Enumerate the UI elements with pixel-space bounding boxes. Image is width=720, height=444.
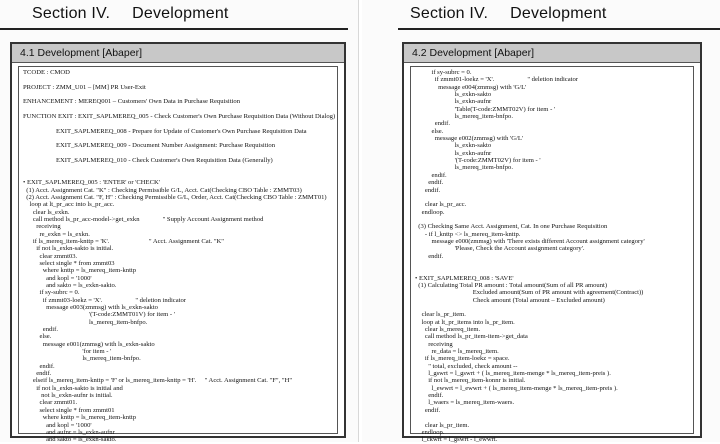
code-line: clear ls_mereq_item. [415, 326, 481, 334]
code-line: l_waers = ls_mereq_item-waers. [415, 399, 515, 407]
code-line: and kopl = '1000' [23, 421, 92, 429]
code-line: else. [23, 333, 52, 341]
code-line: loop at lt_pr_acc into ls_pr_acc. [23, 201, 115, 209]
code-line: where knttp = ls_mereq_item-knttp [23, 267, 137, 275]
code-line: and sakto = ls_exkn-sakto. [23, 436, 117, 444]
left-page [0, 0, 359, 442]
code-line: endif. [23, 362, 55, 370]
code-line: EXIT_SAPLMEREQ_008 - Prepare for Update of Customer's Own Purchase Requisition Data [23, 127, 307, 135]
code-line: endif. [23, 326, 58, 334]
code-line: l_gswrt = l_gswrt + ( ls_mereq_item-menge * ls_mereq_item-preis ). [415, 370, 611, 378]
code-line: clear ls_pr_item. [415, 311, 466, 319]
code-line: endif. [415, 179, 444, 187]
code-line: ls_mereq_item-bnfpo. [415, 113, 513, 121]
code-box [402, 42, 702, 444]
code-line [23, 172, 333, 179]
code-line [23, 120, 333, 127]
code-line: if sy-subrc = 0. [23, 289, 80, 297]
section-number: Section IV. [410, 5, 489, 22]
code-line: Check amount (Total amount – Excluded amount) [415, 296, 605, 304]
code-line: endif. [23, 370, 52, 378]
code-line: ls_mereq_item-bnfpo. [23, 355, 141, 363]
code-line: if ls_mereq_item-knttp = 'K'. " Acct. Assignment Cat. "K" [23, 237, 224, 245]
code-line [415, 216, 689, 223]
code-line: message e001(zmmsg) with ls_exkn-sakto [23, 340, 155, 348]
code-line: if ls_mereq_item-loekz = space. [415, 355, 510, 363]
code-line: 'Table(T-code:ZMMT02V) for item - ' [415, 105, 556, 113]
code-box [10, 42, 346, 444]
code-line: - if l_knttp <> ls_mereq_item-knttp. [415, 230, 521, 238]
section-number: Section IV. [32, 5, 111, 22]
code-line: not ls_exkn-aufnr is initial. [23, 392, 113, 400]
section-rule [0, 28, 348, 30]
code-line: if sy-subrc = 0. [415, 69, 472, 76]
code-line [23, 91, 333, 98]
code-line: " total, excluded, check amount -- [415, 362, 518, 370]
code-line: ls_exkn-aufnr [415, 98, 492, 106]
code-line: endif. [415, 120, 450, 128]
code-line: and aufnr = ls_exkn-aufnr [23, 428, 115, 436]
code-line: if zmmt01-loekz = 'X'. " deletion indicator [415, 76, 578, 84]
code-line: Excluded amount(Sum of PR amount with agreement(Contract)) [415, 289, 644, 297]
code-line: receiving [23, 223, 61, 231]
code-line: endloop. [415, 208, 445, 216]
section-rule [398, 28, 720, 30]
code-line: ls_exkn-sakto [415, 142, 492, 150]
code-listing [410, 66, 694, 444]
code-line: endloop. [415, 428, 445, 436]
code-line [23, 164, 333, 171]
code-line: clear zmmt01. [23, 399, 78, 407]
code-line [23, 150, 333, 157]
code-line: call method ls_pr_item-item->get_data [415, 333, 528, 341]
code-line [415, 414, 689, 421]
code-line: call method ls_pr_acc-model->get_exkn " Supply Account Assignment method [23, 215, 264, 223]
code-line: clear ls_pr_item. [415, 421, 470, 429]
code-line: 'for item - ' [23, 348, 112, 356]
code-line: select single * from zmmt01 [23, 406, 115, 414]
code-line: endif. [415, 392, 444, 400]
right-page [362, 0, 720, 442]
code-line: and kopl = '1000' [23, 274, 92, 282]
code-line: • EXIT_SAPLMEREQ_008 : 'SAVE' [415, 274, 514, 282]
code-line: l_ewwrt = l_ewwrt + ( ls_mereq_item-menge * ls_mereq_item-preis ). [415, 384, 618, 392]
code-line: loop at lt_pr_items into ls_pr_item. [415, 318, 515, 326]
code-line: (3) Checking Same Acct. Assignment, Cat. In one Purchase Requisition [415, 223, 608, 231]
box-title: 4.1 Development [Abaper] [12, 44, 344, 63]
code-line: ls_mereq_item-bnfpo. [415, 164, 513, 172]
code-line [23, 135, 333, 142]
code-line: message e002(zmmsg) with 'G/L' [415, 135, 524, 143]
code-listing [18, 66, 338, 444]
code-line: FUNCTION EXIT : EXIT_SAPLMEREQ_005 - Check Customer's Own Purchase Requisition Data (Without Dialog) [23, 113, 336, 121]
code-line: else. [415, 127, 444, 135]
code-line: clear ls_exkn. [23, 208, 70, 216]
code-line: endif. [415, 406, 441, 414]
code-line: ls_mereq_item-bnfpo. [23, 318, 148, 326]
code-line: re_data = ls_mereq_item. [415, 348, 499, 356]
code-line: ls_exkn-aufnr [415, 149, 492, 157]
code-line: and sakto = ls_exkn-sakto. [23, 281, 117, 289]
code-line [415, 260, 689, 267]
code-line: EXIT_SAPLMEREQ_009 - Document Number Assignment: Purchase Requisition [23, 142, 276, 150]
code-line: (2) Acct. Assignment Cat. "F, H" : Checking Permissible G/L, Order, Acct. Cat(Checking CBO Table : ZMMT01) [23, 193, 327, 201]
box-title: 4.2 Development [Abaper] [404, 44, 700, 63]
code-line: re_exkn = ls_exkn. [23, 230, 90, 238]
code-line: (1) Acct. Assignment Cat. "K" : Checking Permissible G/L, Acct. Cat(Checking CBO Table : ZMMT03) [23, 186, 302, 194]
code-line [415, 304, 689, 311]
code-line: '(T-code:ZMMT01V) for item - ' [23, 311, 175, 319]
code-line [415, 194, 689, 201]
code-line: l_ckwrt = l_gswrt - l_ewwrt. [415, 436, 498, 444]
section-title: Development [132, 5, 229, 22]
code-line: where knttp = ls_mereq_item-knttp [23, 414, 137, 422]
code-line: if zmmt03-loekz = 'X'. " deletion indicator [23, 296, 186, 304]
code-line: endif. [415, 186, 441, 194]
section-heading [410, 5, 607, 23]
code-line [415, 267, 689, 274]
code-line: if not ls_exkn-sakto is initial. [23, 245, 114, 253]
code-line: message e003(zmmsg) with ls_exkn-sakto [23, 304, 158, 311]
code-line: receiving [415, 340, 453, 348]
code-line: message e000(zmmsg) with 'There exists different Account assignment category' [415, 237, 645, 245]
code-line: • EXIT_SAPLMEREQ_005 : 'ENTER' or 'CHECK' [23, 179, 160, 187]
code-line: message e004(zmmsg) with 'G/L' [415, 83, 527, 91]
code-line [23, 76, 333, 83]
code-line [23, 106, 333, 113]
code-line: clear ls_pr_acc. [415, 201, 467, 209]
code-line: elseif ls_mereq_item-knttp = 'F' or ls_mereq_item-knttp = 'H'. " Acct. Assignment Cat. "F", "H" [23, 377, 293, 385]
code-line: (1) Calculating Total PR amount : Total amount(Sum of all PR amount) [415, 281, 608, 289]
section-title: Development [510, 5, 607, 22]
code-line: endif. [415, 171, 447, 179]
code-line: if not ls_exkn-sakto is initial and [23, 384, 123, 392]
code-line: PROJECT : ZMM_U01 – [MM] PR User-Exit [23, 83, 146, 91]
code-line: ls_exkn-sakto [415, 91, 492, 99]
code-line: 'Please, Check the Account assignment category'. [415, 245, 585, 253]
code-line: TCODE : CMOD [23, 69, 70, 76]
code-line: if not ls_mereq_item-konnr is initial. [415, 377, 526, 385]
code-line: select single * from zmmt03 [23, 259, 115, 267]
code-line: EXIT_SAPLMEREQ_010 - Check Customer's Own Requisition Data (Generally) [23, 157, 273, 165]
code-line: endif. [415, 252, 444, 260]
code-line: '(T-code:ZMMT02V) for item - ' [415, 157, 541, 165]
code-line: ENHANCEMENT : MEREQ001 – Customers' Own Data in Purchase Requisition [23, 98, 240, 106]
section-heading [32, 5, 229, 23]
code-line: clear zmmt03. [23, 252, 78, 260]
